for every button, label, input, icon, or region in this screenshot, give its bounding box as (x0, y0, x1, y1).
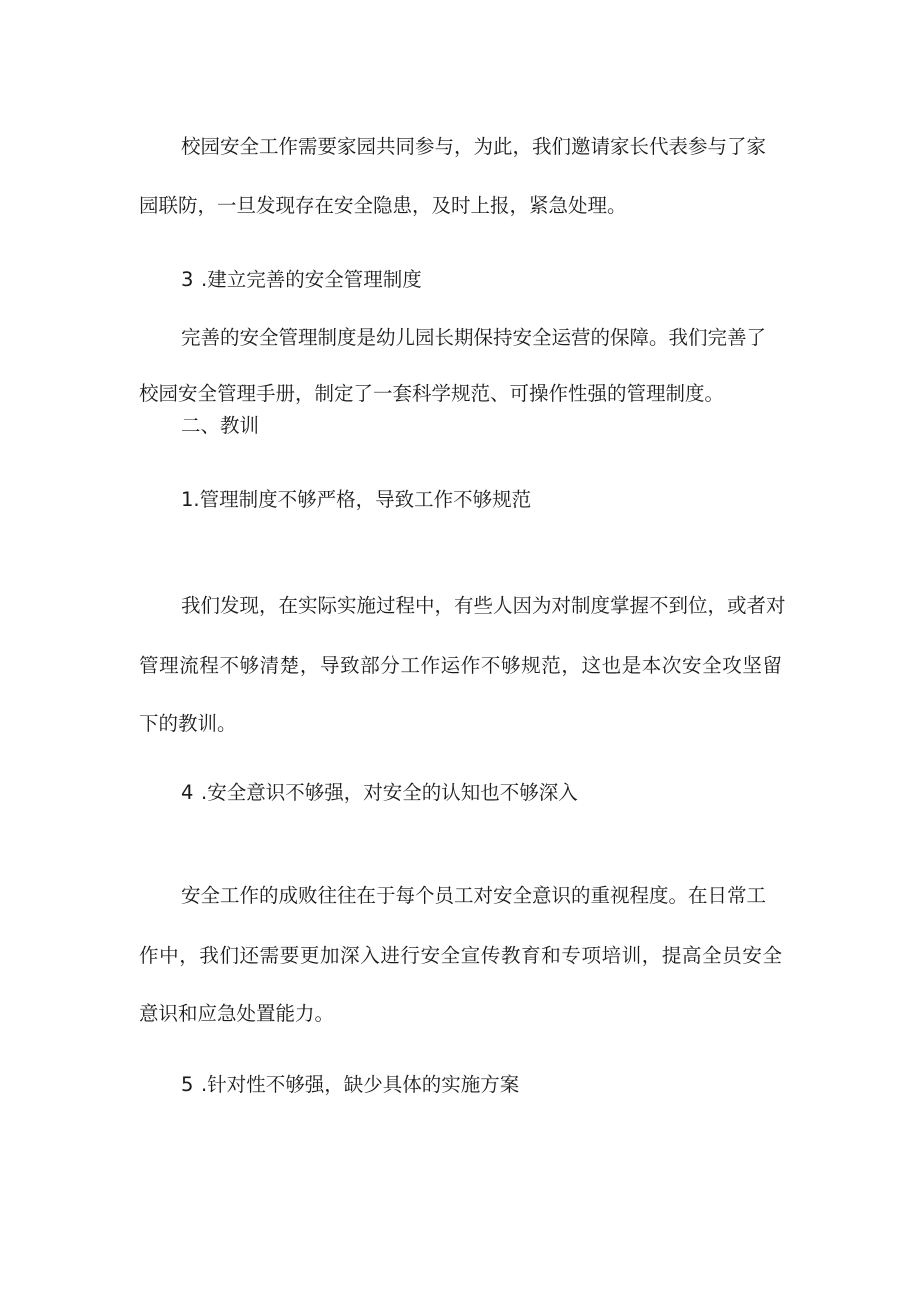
paragraph-3-line-1: 我们发现，在实际实施过程中，有些人因为对制度掌握不到位，或者对 (181, 594, 786, 617)
paragraph-4-line-3: 意识和应急处置能力。 (139, 1002, 335, 1025)
paragraph-1-line-2: 园联防，一旦发现存在安全隐患，及时上报，紧急处理。 (139, 194, 627, 217)
heading-4-number: 4 (181, 781, 194, 804)
paragraph-2-line-2: 校园安全管理手册，制定了一套科学规范、可操作性强的管理制度。 (139, 382, 725, 405)
heading-3-number: 3 (181, 268, 194, 291)
section-heading-lessons: 二、教训 (181, 414, 260, 437)
heading-5-text: .针对性不够强，缺少具体的实施方案 (201, 1073, 520, 1096)
paragraph-4-line-2: 作中，我们还需要更加深入进行安全宣传教育和专项培训，提高全员安全 (139, 944, 782, 967)
heading-4 (181, 779, 578, 807)
heading-5 (181, 1071, 519, 1099)
heading-5-number: 5 (181, 1073, 194, 1096)
paragraph-1-line-1: 校园安全工作需要家园共同参与，为此，我们邀请家长代表参与了家 (181, 135, 767, 158)
paragraph-3-line-2: 管理流程不够清楚，导致部分工作运作不够规范，这也是本次安全攻坚留 (139, 654, 782, 677)
heading-4-text: .安全意识不够强，对安全的认知也不够深入 (201, 781, 578, 804)
paragraph-3-line-3: 下的教训。 (139, 712, 237, 735)
heading-1: 1.管理制度不够严格，导致工作不够规范 (181, 488, 532, 511)
paragraph-4-line-1: 安全工作的成败往往在于每个员工对安全意识的重视程度。在日常工 (181, 884, 767, 907)
heading-3-text: .建立完善的安全管理制度 (201, 268, 422, 291)
paragraph-2-line-1: 完善的安全管理制度是幼儿园长期保持安全运营的保障。我们完善了 (181, 326, 767, 349)
heading-3 (181, 266, 422, 294)
